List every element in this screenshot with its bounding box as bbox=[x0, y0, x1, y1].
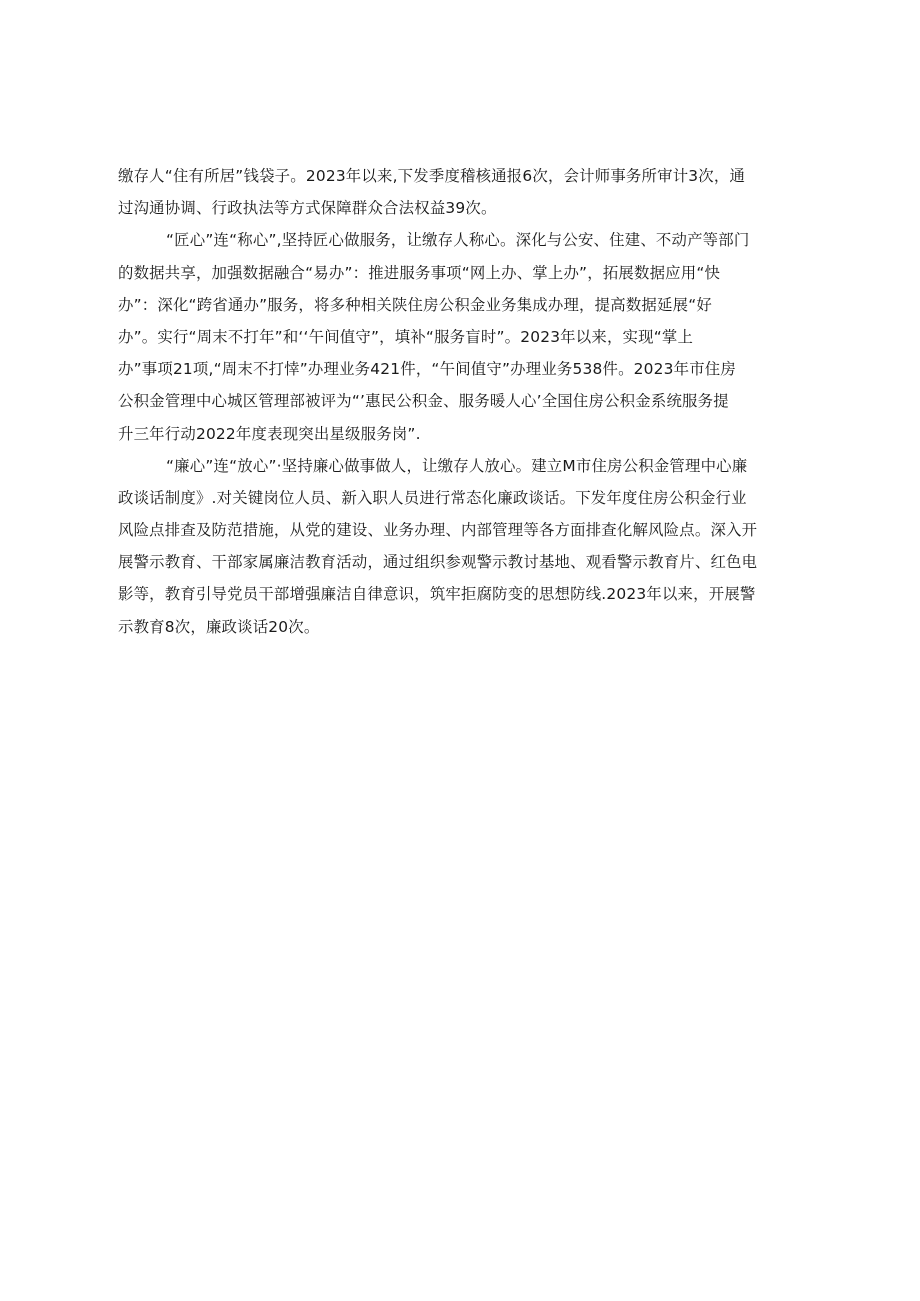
text-line: 过沟通协调、行政执法等方式保障群众合法权益39次。 bbox=[118, 199, 497, 218]
text-line: 展警示教育、干部家属廉洁教育活动，通过组织参观警示教讨基地、观看警示教育片、红色电 bbox=[118, 553, 758, 572]
text-line: 办”事项21项,“周末不打悻”办理业务421件，“午间值守”办理业务538件。2023年市住房 bbox=[118, 360, 736, 379]
text-line: 示教育8次，廉政谈话20次。 bbox=[118, 617, 320, 636]
text-line: 缴存人“住有所居”钱袋子。2023年以来,下发季度稽核通报6次，会计师事务所审计3次，通 bbox=[118, 167, 746, 185]
paragraph-2 bbox=[118, 224, 808, 449]
paragraph-1 bbox=[118, 160, 808, 224]
text-line: 的数据共享，加强数据融合“易办”：推进服务事项“网上办、掌上办”，拓展数据应用“快 bbox=[118, 263, 721, 282]
text-line: 影等，教育引导党员干部增强廉洁自律意识，筑牢拒腐防变的思想防线.2023年以来，开展警 bbox=[118, 585, 756, 604]
text-line: 办”。实行“周末不打年”和‘‘午间值守”，填补“服务盲时”。2023年以来，实现“掌上 bbox=[118, 327, 694, 346]
text-line: “廉心”连“放心”·坚持廉心做事做人，让缴存人放心。建立M市住房公积金管理中心廉 bbox=[166, 456, 748, 475]
text-line: 政谈话制度》.对关键岗位人员、新入职人员进行常态化廉政谈话。下发年度住房公积金行业 bbox=[118, 488, 747, 507]
text-line: 公积金管理中心城区管理部被评为“’惠民公积金、服务暖人心’全国住房公积金系统服务提 bbox=[118, 392, 729, 411]
text-line: “匠心”连“称心”,坚持匠心做服务，让缴存人称心。深化与公安、住建、不动产等部门 bbox=[166, 231, 750, 250]
text-line: 风险点排查及防范措施，从党的建设、业务办理、内部管理等各方面排查化解风险点。深入开 bbox=[118, 521, 758, 540]
text-line: 升三年行动2022年度表现突出星级服务岗”. bbox=[118, 424, 421, 443]
paragraph-3 bbox=[118, 450, 808, 643]
document-body bbox=[118, 160, 808, 643]
text-line: 办”：深化“跨省通办”服务，将多种相关陕住房公积金业务集成办理，提高数据延展“好 bbox=[118, 295, 712, 314]
